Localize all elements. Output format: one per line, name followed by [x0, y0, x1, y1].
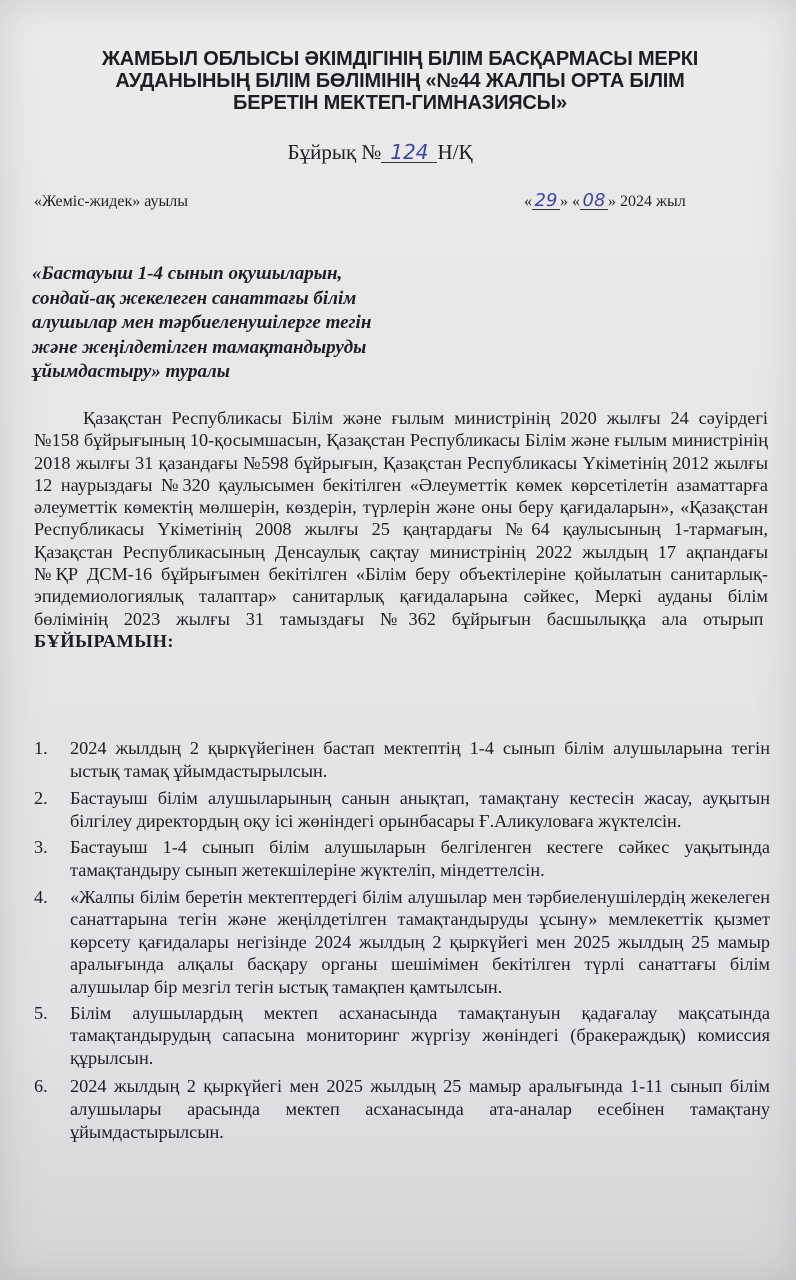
date-month-handwritten: 08: [580, 193, 608, 210]
item-number: 3.: [34, 837, 48, 858]
item-text: «Жалпы білім беретін мектептердегі білім алушылар мен тәрбиеленушілердің жекелеген санаттарына тегін және жеңілдетілген тамақтандыруды ұсыну» мемлекеттік қызмет көрсету қағидалары негізінде 2024 жылдың 2 қыркүйегі мен 2025 жылдың 25 мамыр аралығында алқалы басқару органы шешімімен бекітілген түрлі санаттағы білім алушылар бір мезгіл тегін ыстық тамақпен қамтылсын.: [70, 886, 770, 997]
item-text: 2024 жылдың 2 қыркүйегі мен 2025 жылдың 25 мамыр аралығында 1-11 сынып білім алушылары арасында мектеп асханасында ата-аналар есебінен тамақтану ұйымдастырылсын.: [70, 1076, 770, 1142]
order-date: « 29 » « 08 » 2024 жыл: [524, 190, 686, 211]
item-number: 5.: [34, 1002, 48, 1023]
order-prefix: Бұйрық №: [287, 140, 382, 164]
date-day-handwritten: 29: [532, 193, 560, 210]
date-year: 2024 жыл: [620, 193, 686, 210]
header-line: БЕРЕТІН МЕКТЕП-ГИМНАЗИЯСЫ»: [233, 92, 567, 114]
header-line: ЖАМБЫЛ ОБЛЫСЫ ӘКІМДІГІНІҢ БІЛІМ БАСҚАРМАСЫ МЕРКІ: [101, 48, 699, 70]
command-word: БҰЙЫРАМЫН:: [34, 630, 175, 651]
order-number-handwritten: 124: [381, 142, 437, 163]
list-item: [34, 737, 770, 782]
title-line: және жеңілдетілген тамақтандыруды: [32, 336, 367, 358]
list-item: [34, 886, 770, 999]
item-number: 4.: [34, 886, 48, 907]
item-text: Бастауыш білім алушыларының санын анықтап, тамақтану кестесін жасау, ауқытын білгілеу директордың оқу ісі жөніндегі орынбасары Ғ.Аликуловаға жүктелсін.: [70, 788, 770, 831]
item-number: 2.: [34, 788, 48, 809]
preamble-paragraph: [34, 407, 768, 652]
order-suffix: Н/Қ: [437, 140, 473, 164]
item-text: Білім алушылардың мектеп асханасында тамақтануын қадағалау мақсатында тамақтандырудың сапасына мониторинг жүргізу жөніндегі (бракераждық) комиссия құрылсын.: [70, 1002, 770, 1068]
order-body: [34, 407, 768, 652]
title-line: «Бастауыш 1-4 сынып оқушыларын,: [32, 263, 343, 284]
order-title: [32, 262, 452, 385]
header-line: АУДАНЫНЫҢ БІЛІМ БӨЛІМІНІҢ «№44 ЖАЛПЫ ОРТА БІЛІМ: [115, 70, 685, 92]
list-item: [34, 1002, 770, 1070]
list-item: [34, 836, 770, 881]
title-line: сондай-ақ жекелеген санаттағы білім: [32, 287, 357, 309]
list-item: [34, 787, 770, 832]
item-text: Бастауыш 1-4 сынып білім алушыларын белгіленген кестеге сәйкес уақытында тамақтандыру сынып жетекшілеріне жүктеліп, міндеттелсін.: [70, 837, 770, 880]
item-number: 6.: [34, 1076, 48, 1097]
item-text: 2024 жылдың 2 қыркүйегінен бастап мектептің 1-4 сынып білім алушыларына тегін ыстық тамақ ұйымдастырылсын.: [70, 738, 770, 781]
item-number: 1.: [34, 738, 48, 758]
list-item: [34, 1075, 770, 1143]
preamble-text: Қазақстан Республикасы Білім және ғылым министрінің 2020 жылғы 24 сәуірдегі №158 бұйрығының 10-қосымшасын, Қазақстан Республикасы Білім және ғылым министрінің 2018 жылғы 31 қазандағы №598 бұйрығын, Қазақстан Республикасы Үкіметінің 2012 жылғы 12 наурыздағы №320 қаулысымен бекітілген «Әлеуметтік көмек көрсетілетін азаматтарға әлеуметтік көмектің мөлшерін, көздерін, түрлерін және оны беру қағидаларын», «Қазақстан Республикасы Үкіметінің 2008 жылғы 25 қаңтардағы №64 қаулысының 1-тармағын, Қазақстан Республикасының Денсаулық сақтау министрінің 2022 жылдың 17 ақпандағы №ҚР ДСМ-16 бұйрығымен бекітілген «Білім беру объектілеріне қойылатын санитарлық-эпидемиологиялық талаптар» санитарлық қағидаларына сәйкес, Меркі ауданы білім бөлімінің 2023 жылғы 31 тамыздағы №362 бұйрығын басшылыққа ала отырып: [34, 408, 768, 629]
title-line: ұйымдастыру» туралы: [32, 361, 230, 382]
title-line: алушылар мен тәрбиеленушілерге тегін: [32, 312, 372, 333]
document-header: [30, 48, 770, 114]
order-items-list: [34, 737, 770, 1143]
place-of-issue: «Жеміс-жидек» ауылы: [34, 193, 189, 210]
order-line: [0, 140, 760, 165]
